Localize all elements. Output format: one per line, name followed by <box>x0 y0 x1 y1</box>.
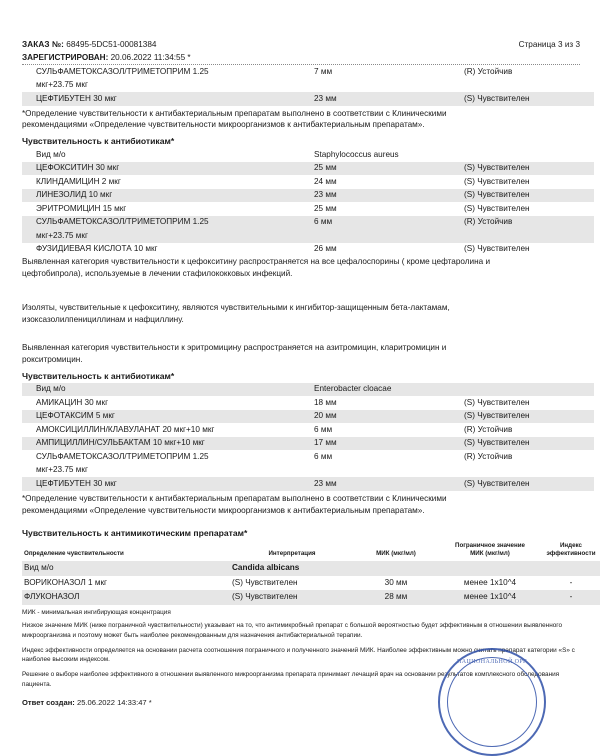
order-number-value: 68495-5DC51-00081384 <box>66 40 157 49</box>
entero-sensitivity-table <box>22 383 594 491</box>
order-number-block <box>22 40 156 49</box>
comment-line: изоксазолилпенициллинам и нафциллину. <box>22 314 184 324</box>
drug-interpretation: (S) Чувствителен <box>464 437 594 451</box>
comment-line: Изоляты, чувствительные к цефокситину, являются чувствительными к ингибитор-защищенным бета-лактамам, <box>22 303 450 313</box>
drug-name: ФУЗИДИЕВАЯ КИСЛОТА 10 мкг <box>22 243 314 257</box>
drug-interpretation: (R) Устойчив <box>464 450 594 464</box>
drug-interpretation: (S) Чувствителен <box>464 396 594 410</box>
table-row <box>22 175 594 189</box>
spacer-cell <box>314 79 464 93</box>
table-row <box>22 243 594 257</box>
drug-value: 24 мм <box>314 175 464 189</box>
answer-created-label: Ответ создан: <box>22 698 75 708</box>
drug-name-cont: мкг+23.75 мкг <box>22 79 314 93</box>
table-row <box>22 92 594 106</box>
registered-label: ЗАРЕГИСТРИРОВАН: <box>22 53 109 62</box>
table-row <box>22 576 600 591</box>
table-row <box>22 216 594 230</box>
efficacy-line-1: Индекс <box>559 542 582 550</box>
drug-name: ФЛУКОНАЗОЛ <box>22 590 230 605</box>
drug-name: ЦЕФОКСИТИН 30 мкг <box>22 162 314 176</box>
drug-interpretation: (S) Чувствителен <box>464 202 594 216</box>
spacer-cell <box>464 229 594 243</box>
drug-mic: 28 мм <box>354 590 438 605</box>
table-header-row <box>22 540 600 561</box>
table-row <box>22 477 594 491</box>
drug-interpretation: (S) Чувствителен <box>464 189 594 203</box>
table-row <box>22 202 594 216</box>
drug-name: КЛИНДАМИЦИН 2 мкг <box>22 175 314 189</box>
drug-interpretation: (S) Чувствителен <box>464 162 594 176</box>
drug-interpretation: (R) Устойчив <box>464 423 594 437</box>
spacer <box>22 516 580 523</box>
spacer-cell <box>542 561 600 576</box>
breakpoint-line-2: МИК (мкг/мл) <box>470 550 510 558</box>
spacer <box>22 326 580 342</box>
fine-print-low-mic: Низкое значение МИК (ниже пограничной чувствительности) указывает на то, что антимикробный препарат с большой вероятностью будет эффективным в отношении выявленного микроорганизма и поэтому может быть наиболее рекомендованным для назначения антибактериальной терапии. <box>22 622 563 640</box>
spacer-cell <box>314 464 464 478</box>
comment-isolates <box>22 302 580 326</box>
table-row-continuation <box>22 464 594 478</box>
comment-cefoxitin <box>22 256 580 280</box>
species-label: Вид м/о <box>22 148 314 162</box>
drug-name: АМПИЦИЛЛИН/СУЛЬБАКТАМ 10 мкг+10 мкг <box>22 437 314 451</box>
table-row-continuation <box>22 79 594 93</box>
comment-line: Выявленная категория чувствительности к цефокситину распространяется на все цефалоспорины ( кроме цефтаролина и <box>22 257 491 267</box>
efficacy-line-2: эффективности <box>546 550 596 558</box>
section-title-antimycotic: Чувствительность к антимикотическим препаратам* <box>22 528 248 539</box>
drug-value: 23 мм <box>314 477 464 491</box>
drug-value: 6 мм <box>314 423 464 437</box>
species-value: Staphylococcus aureus <box>314 148 464 162</box>
table-row <box>22 396 594 410</box>
section-title-entero: Чувствительность к антибиотикам* <box>22 370 175 381</box>
drug-interpretation: (S) Чувствителен <box>464 477 594 491</box>
registered-block <box>22 53 580 62</box>
drug-name: СУЛЬФАМЕТОКСАЗОЛ/ТРИМЕТОПРИМ 1.25 <box>22 450 314 464</box>
official-seal-stamp <box>438 648 546 756</box>
drug-interpretation: (R) Устойчив <box>464 216 594 230</box>
fine-print-physician-decision: Решение о выборе наиболее эффективного в отношении выявленного микроорганизма препарата принимает лечащий врач на основании результатов комплексного обследования пациента. <box>22 670 560 688</box>
drug-name-cont: мкг+23.75 мкг <box>22 229 314 243</box>
antibacterial-footnote-2 <box>22 493 580 517</box>
spacer-cell <box>354 561 438 576</box>
table-row <box>22 450 594 464</box>
table-row <box>22 437 594 451</box>
antimycotic-sensitivity-table <box>22 540 600 604</box>
comment-line: Выявленная категория чувствительности к эритромицину распространяется на азитромицин, кларитромицин и <box>22 342 447 352</box>
report-content <box>22 40 596 708</box>
answer-created-value: 25.06.2022 14:33:47 * <box>76 698 152 708</box>
comment-line: цефтобипрола), используемые в лечении стафилококковых инфекций. <box>22 269 293 279</box>
drug-value: 25 мм <box>314 202 464 216</box>
drug-interpretation: (S) Чувствителен <box>464 410 594 424</box>
table-row <box>22 423 594 437</box>
section-title-staph: Чувствительность к антибиотикам* <box>22 136 175 147</box>
page-indicator: Страница 3 из 3 <box>518 40 580 49</box>
species-label: Вид м/о <box>22 383 314 397</box>
drug-breakpoint: менее 1x10^4 <box>438 590 542 605</box>
continued-sensitivity-table <box>22 65 594 106</box>
table-row-continuation <box>22 229 594 243</box>
table-row <box>22 410 594 424</box>
spacer-cell <box>438 561 542 576</box>
drug-name: ЦЕФТИБУТЕН 30 мкг <box>22 92 314 106</box>
drug-efficacy-index: - <box>542 590 600 605</box>
drug-value: 17 мм <box>314 437 464 451</box>
drug-breakpoint: менее 1x10^4 <box>438 576 542 591</box>
footnote-line: рекомендациями «Определение чувствительности микроорганизмов к антибактериальным препаратам». <box>22 120 425 130</box>
drug-interpretation: (S) Чувствителен <box>464 243 594 257</box>
species-value: Candida albicans <box>230 561 354 576</box>
drug-name: АМОКСИЦИЛЛИН/КЛАВУЛАНАТ 20 мкг+10 мкг <box>22 423 314 437</box>
drug-value: 18 мм <box>314 396 464 410</box>
report-header <box>22 40 580 49</box>
staph-sensitivity-table <box>22 148 594 256</box>
drug-name: СУЛЬФАМЕТОКСАЗОЛ/ТРИМЕТОПРИМ 1.25 <box>22 65 314 79</box>
drug-interpretation: (S) Чувствителен <box>230 590 354 605</box>
spacer <box>22 280 580 302</box>
drug-value: 26 мм <box>314 243 464 257</box>
species-value: Enterobacter cloacae <box>314 383 464 397</box>
drug-value: 6 мм <box>314 216 464 230</box>
drug-interpretation: (R) Устойчив <box>464 65 594 79</box>
seal-text: НАЦИОНАЛЬНОЙ ОРГ <box>457 659 527 665</box>
drug-value: 25 мм <box>314 162 464 176</box>
drug-value: 20 мм <box>314 410 464 424</box>
spacer-cell <box>464 464 594 478</box>
drug-interpretation: (S) Чувствителен <box>230 576 354 591</box>
antibacterial-footnote-1 <box>22 108 580 132</box>
drug-mic: 30 мм <box>354 576 438 591</box>
species-row <box>22 148 594 162</box>
drug-name: СУЛЬФАМЕТОКСАЗОЛ/ТРИМЕТОПРИМ 1.25 <box>22 216 314 230</box>
drug-name-cont: мкг+23.75 мкг <box>22 464 314 478</box>
column-header-interpretation: Интерпретация <box>230 540 354 561</box>
drug-value: 7 мм <box>314 65 464 79</box>
spacer-cell <box>464 383 594 397</box>
drug-efficacy-index: - <box>542 576 600 591</box>
column-header-breakpoint <box>438 540 542 561</box>
drug-name: ЦЕФОТАКСИМ 5 мкг <box>22 410 314 424</box>
table-row <box>22 65 594 79</box>
species-row <box>22 561 600 576</box>
breakpoint-line-1: Пограничное значение <box>455 542 525 550</box>
footnote-line: *Определение чувствительности к антибактериальным препаратам выполнено в соответствии с Клиническими <box>22 108 447 118</box>
comment-line: рокситромицин. <box>22 354 83 364</box>
drug-value: 23 мм <box>314 189 464 203</box>
spacer-cell <box>464 148 594 162</box>
drug-name: ВОРИКОНАЗОЛ 1 мкг <box>22 576 230 591</box>
spacer-cell <box>464 79 594 93</box>
drug-name: ЭРИТРОМИЦИН 15 мкг <box>22 202 314 216</box>
comment-erythromycin <box>22 342 580 366</box>
table-row <box>22 189 594 203</box>
table-row <box>22 590 600 605</box>
footnote-line: *Определение чувствительности к антибактериальным препаратам выполнено в соответствии с Клиническими <box>22 493 447 503</box>
species-label: Вид м/о <box>22 561 230 576</box>
fine-print-efficacy-index: Индекс эффективности определяется на основании расчета соотношения пограничного и полученного значений МИК. Наиболее эффективным можно считать препарат категории «S» с наиболее высоким индексом. <box>22 646 575 664</box>
table-row <box>22 162 594 176</box>
drug-value: 23 мм <box>314 92 464 106</box>
drug-name: ЛИНЕЗОЛИД 10 мкг <box>22 189 314 203</box>
spacer-cell <box>314 229 464 243</box>
mic-definition: МИК - минимальная ингибирующая концентрация <box>22 608 171 616</box>
drug-interpretation: (S) Чувствителен <box>464 175 594 189</box>
column-header-determination: Определение чувствительности <box>22 540 230 561</box>
drug-name: ЦЕФТИБУТЕН 30 мкг <box>22 477 314 491</box>
drug-interpretation: (S) Чувствителен <box>464 92 594 106</box>
drug-value: 6 мм <box>314 450 464 464</box>
registered-value: 20.06.2022 11:34:55 * <box>110 53 191 62</box>
species-row <box>22 383 594 397</box>
column-header-mic: МИК (мкг/мл) <box>354 540 438 561</box>
drug-name: АМИКАЦИН 30 мкг <box>22 396 314 410</box>
footnote-line: рекомендациями «Определение чувствительности микроорганизмов к антибактериальным препаратам». <box>22 505 425 515</box>
column-header-efficacy-index <box>542 540 600 561</box>
order-number-label: ЗАКАЗ №: <box>22 40 65 49</box>
